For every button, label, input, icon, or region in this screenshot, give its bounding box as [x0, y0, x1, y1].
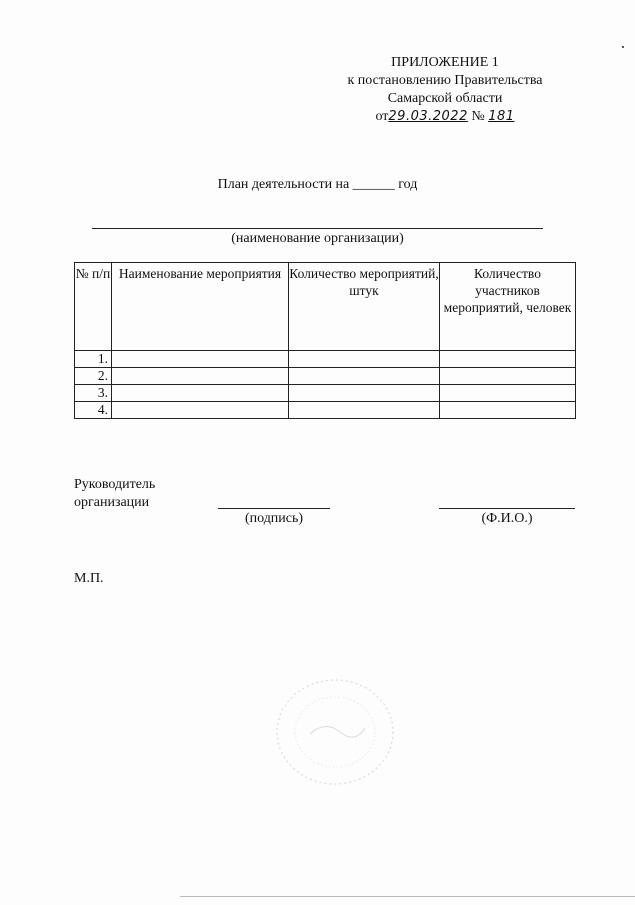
document-header	[330, 54, 560, 126]
table-cell	[289, 385, 440, 402]
faded-stamp-mark	[270, 672, 400, 792]
name-line	[439, 508, 575, 509]
signature-caption: (подпись)	[244, 511, 304, 526]
table-cell	[289, 351, 440, 368]
row-number: 2.	[75, 368, 112, 385]
signature-line	[218, 508, 330, 509]
column-header-event-count: Количество мероприятий, штук	[289, 263, 440, 351]
table-header-row	[75, 263, 576, 351]
scan-speck	[622, 46, 624, 48]
handwritten-date: 29.03.2022	[388, 109, 468, 124]
organization-caption: (наименование организации)	[231, 231, 404, 246]
column-header-event-name: Наименование мероприятия	[112, 263, 289, 351]
date-prefix: от	[375, 109, 389, 124]
row-number: 4.	[75, 402, 112, 419]
name-caption: (Ф.И.О.)	[481, 511, 533, 526]
row-number: 1.	[75, 351, 112, 368]
decree-reference: к постановлению Правительства	[347, 73, 543, 88]
plan-title: План деятельности на ______ год	[217, 177, 418, 192]
table-cell	[440, 351, 576, 368]
table-row	[75, 351, 576, 368]
handwritten-number: 181	[488, 109, 515, 124]
table-cell	[289, 402, 440, 419]
table-cell	[289, 368, 440, 385]
signatory-role	[74, 476, 155, 512]
column-header-participants: Количество участников мероприятий, человек	[440, 263, 576, 351]
plan-table	[74, 262, 576, 419]
signatory-role-line1: Руководитель	[74, 477, 156, 492]
seal-place: М.П.	[74, 571, 104, 586]
appendix-title: ПРИЛОЖЕНИЕ 1	[391, 55, 499, 70]
table-row	[75, 368, 576, 385]
number-prefix: №	[471, 109, 485, 124]
table-cell	[112, 368, 289, 385]
row-number: 3.	[75, 385, 112, 402]
table-cell	[112, 402, 289, 419]
column-header-number: № п/п	[75, 263, 112, 351]
table-cell	[112, 351, 289, 368]
table-cell	[440, 385, 576, 402]
date-number-line	[330, 108, 560, 126]
table-cell	[112, 385, 289, 402]
scan-edge-line	[180, 896, 635, 897]
region-name: Самарской области	[387, 91, 503, 106]
table-cell	[440, 402, 576, 419]
table-row	[75, 402, 576, 419]
organization-name-line	[92, 228, 543, 229]
table-row	[75, 385, 576, 402]
table-cell	[440, 368, 576, 385]
signatory-role-line2: организации	[74, 495, 150, 510]
